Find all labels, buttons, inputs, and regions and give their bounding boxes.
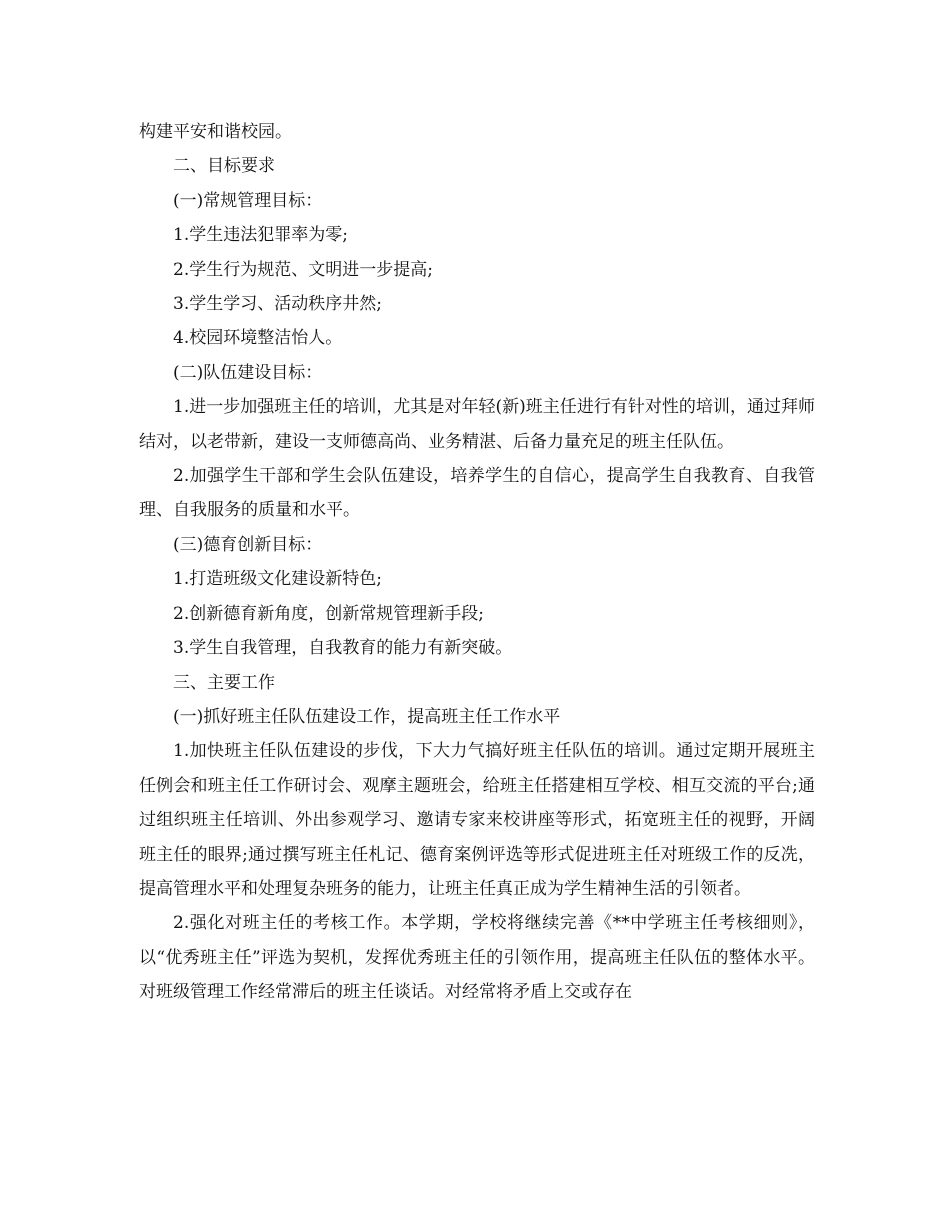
list-item: 1.打造班级文化建设新特色; xyxy=(173,569,382,590)
section-heading-main-work: 三、主要工作 xyxy=(173,672,275,693)
body-paragraph: 2.强化对班主任的考核工作。本学期，学校将继续完善《**中学班主任考核细则》，以“优秀班主任”评选为契机，发挥优秀班主任的引领作用，提高班主任队伍的整体水平。对班级管理工作经常滞后的班主任谈话。对经常将矛盾上交或存在 xyxy=(139,913,815,1003)
list-item: 1.进一步加强班主任的培训，尤其是对年轻(新)班主任进行有针对性的培训，通过拜师结对，以老带新，建设一支师德高尚、业务精湛、后备力量充足的班主任队伍。 xyxy=(139,397,815,452)
list-item: 4.校园环境整洁怡人。 xyxy=(173,328,343,349)
list-item: 1.学生违法犯罪率为零; xyxy=(173,225,348,246)
list-item: 2.加强学生干部和学生会队伍建设，培养学生的自信心，提高学生自我教育、自我管理、自我服务的质量和水平。 xyxy=(139,466,815,521)
body-paragraph: 1.加快班主任队伍建设的步伐，下大力气搞好班主任队伍的培训。通过定期开展班主任例会和班主任工作研讨会、观摩主题班会，给班主任搭建相互学校、相互交流的平台;通过组织班主任培训、外出参观学习、邀请专家来校讲座等形式，拓宽班主任的视野，开阔班主任的眼界;通过撰写班主任札记、德育案例评选等形式促进班主任对班级工作的反冼，提高管理水平和处理复杂班务的能力，让班主任真正成为学生精神生活的引领者。 xyxy=(139,741,815,899)
document-body xyxy=(139,115,815,1010)
list-item: 3.学生自我管理，自我教育的能力有新突破。 xyxy=(173,638,513,659)
subheading-routine-management: (一)常规管理目标： xyxy=(173,190,323,211)
subheading-teacher-team: (一)抓好班主任队伍建设工作，提高班主任工作水平 xyxy=(173,706,561,727)
section-heading-goals: 二、目标要求 xyxy=(173,156,275,177)
list-item: 2.学生行为规范、文明进一步提高; xyxy=(173,259,433,280)
list-item: 2.创新德育新角度，创新常规管理新手段; xyxy=(173,603,484,624)
list-item: 3.学生学习、活动秩序井然; xyxy=(173,294,382,315)
subheading-team-building: (二)队伍建设目标： xyxy=(173,362,323,383)
subheading-moral-innovation: (三)德育创新目标： xyxy=(173,534,323,555)
paragraph-continuation: 构建平安和谐校园。 xyxy=(139,122,292,142)
